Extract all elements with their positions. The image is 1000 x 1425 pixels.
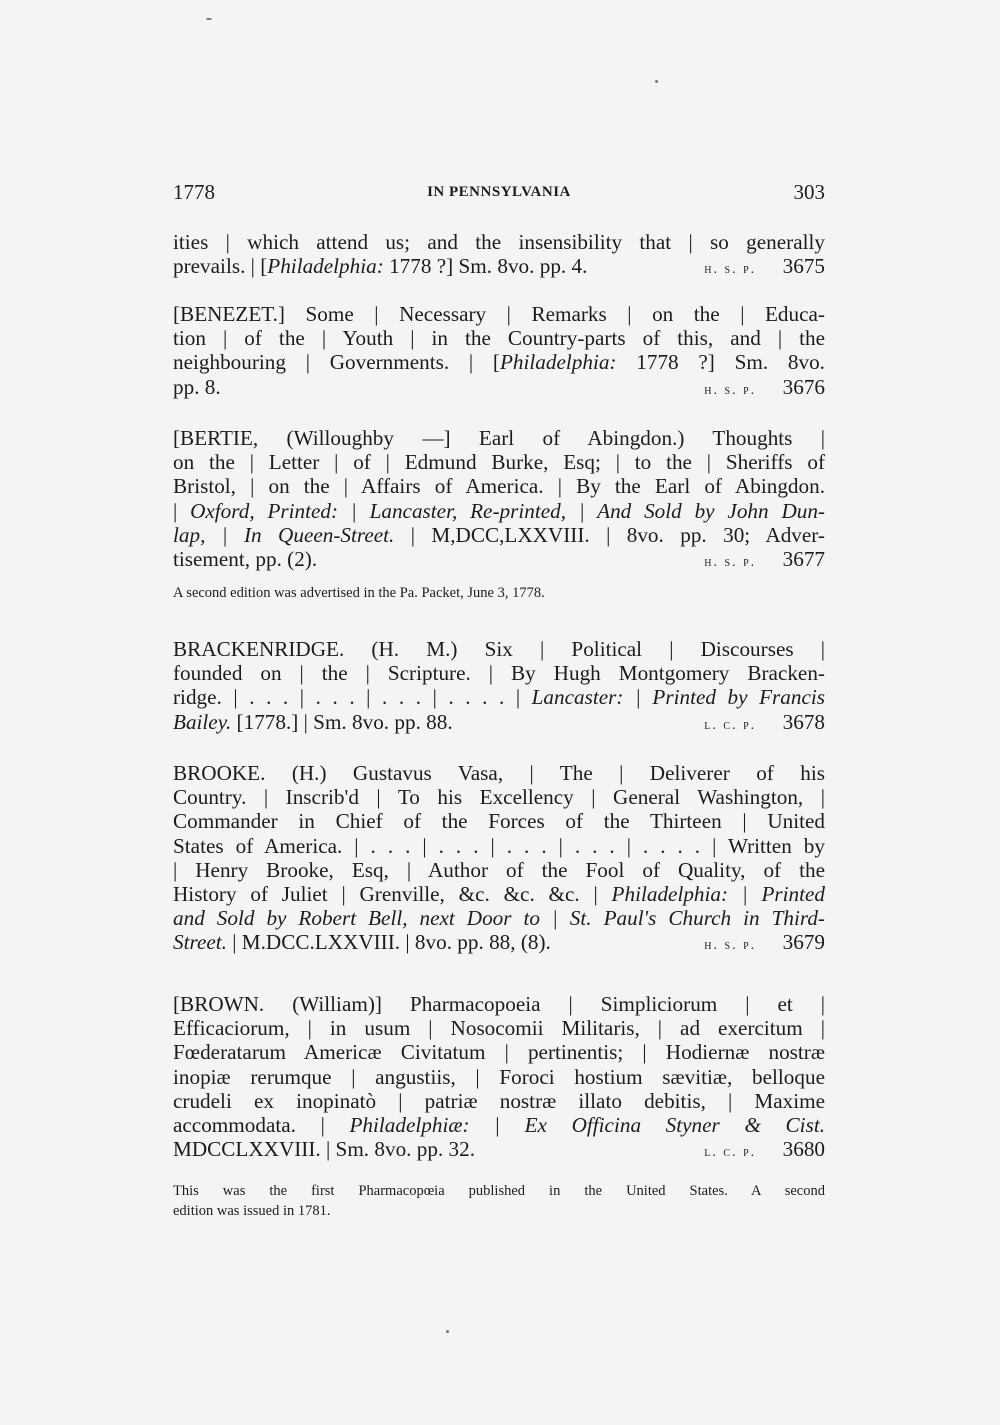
library-code: h. s. p. bbox=[704, 555, 757, 571]
entry-line: BRACKENRIDGE. (H. M.) Six | Political | Discourses | bbox=[173, 637, 825, 661]
entry-number: 3675 bbox=[782, 254, 825, 279]
entry-3679 bbox=[173, 761, 825, 959]
paper-speck bbox=[655, 80, 658, 83]
footnote: A second edition was advertised in the Pa. Packet, June 3, 1778. bbox=[173, 585, 545, 602]
entry-line: [BERTIE, (Willoughby —] Earl of Abingdon.) Thoughts | bbox=[173, 426, 825, 450]
entry-number: 3678 bbox=[782, 709, 825, 734]
entry-line: pp. 8. h. s. p. 3676 bbox=[173, 374, 825, 399]
entry-line: neighbouring | Governments. | [Philadelphia: 1778 ?] Sm. 8vo. bbox=[173, 350, 825, 375]
entry-line: ities | which attend us; and the insensibility that | so generally bbox=[173, 230, 825, 254]
entry-line: Country. | Inscrib'd | To his Excellency | General Washington, | bbox=[173, 785, 825, 810]
footnote: edition was issued in 1781. bbox=[173, 1203, 331, 1220]
entry-line: Bailey. [1778.] | Sm. 8vo. pp. 88. l. c. p. 3678 bbox=[173, 709, 825, 734]
entry-number: 3677 bbox=[782, 547, 825, 572]
library-code: l. c. p. bbox=[704, 1145, 757, 1161]
entry-line: States of America. | . . . | . . . | . . . | . . . | . . . . | Written by bbox=[173, 833, 825, 858]
entry-line: Bristol, | on the | Affairs of America. | By the Earl of Abingdon. bbox=[173, 474, 825, 499]
entry-line: prevails. | [Philadelphia: 1778 ?] Sm. 8vo. pp. 4. h. s. p. 3675 bbox=[173, 254, 825, 279]
library-code: h. s. p. bbox=[704, 938, 757, 954]
library-code: h. s. p. bbox=[704, 262, 757, 278]
footnote: This was the first Pharmacopœia published in the United States. A second bbox=[173, 1183, 825, 1200]
entry-line: lap, | In Queen-Street. | M,DCC,LXXVIII. | 8vo. pp. 30; Adver- bbox=[173, 522, 825, 547]
header-title: IN PENNSYLVANIA bbox=[427, 184, 571, 200]
entry-3675 bbox=[173, 230, 825, 282]
entry-line: inopiæ rerumque | angustiis, | Foroci hostium sævitiæ, belloque bbox=[173, 1064, 825, 1089]
entry-line: History of Juliet | Grenville, &c. &c. &c. | Philadelphia: | Printed bbox=[173, 882, 826, 907]
entry-line: [BROWN. (William)] Pharmacopoeia | Simpliciorum | et | bbox=[173, 992, 825, 1016]
library-code: l. c. p. bbox=[704, 717, 757, 733]
entry-line: founded on | the | Scripture. | By Hugh Montgomery Bracken- bbox=[173, 661, 825, 686]
library-code: h. s. p. bbox=[704, 382, 757, 398]
entry-line: Street. | M.DCC.LXXVIII. | 8vo. pp. 88, (8). h. s. p. 3679 bbox=[173, 930, 825, 955]
entry-line: Commander in Chief of the Forces of the Thirteen | United bbox=[173, 809, 825, 834]
entry-line: ridge. | . . . | . . . | . . . | . . . . | Lancaster: | Printed by Francis bbox=[173, 685, 825, 710]
entry-line: | Henry Brooke, Esq, | Author of the Fool of Quality, of the bbox=[173, 857, 825, 882]
entry-line: [BENEZET.] Some | Necessary | Remarks | on the | Educa- bbox=[173, 302, 825, 326]
entry-line: and Sold by Robert Bell, next Door to | St. Paul's Church in Third- bbox=[173, 906, 825, 931]
header-year: 1778 bbox=[173, 180, 215, 204]
entry-number: 3679 bbox=[782, 930, 825, 955]
entry-line: tisement, pp. (2). h. s. p. 3677 bbox=[173, 547, 825, 572]
paper-speck bbox=[206, 18, 212, 20]
paper-speck bbox=[446, 1330, 449, 1333]
entry-3677 bbox=[173, 426, 825, 603]
page-number: 303 bbox=[793, 180, 825, 204]
entry-line: on the | Letter | of | Edmund Burke, Esq; | to the | Sheriffs of bbox=[173, 450, 825, 475]
running-header bbox=[173, 180, 825, 210]
entry-line: | Oxford, Printed: | Lancaster, Re-printed, | And Sold by John Dun- bbox=[173, 498, 825, 523]
entry-number: 3680 bbox=[782, 1137, 825, 1162]
entry-line: BROOKE. (H.) Gustavus Vasa, | The | Deliverer of his bbox=[173, 761, 825, 785]
entry-line: crudeli ex inopinatò | patriæ nostræ illato debitis, | Maxime bbox=[173, 1088, 825, 1113]
entry-3678 bbox=[173, 637, 825, 738]
entry-number: 3676 bbox=[782, 374, 825, 399]
entry-line: accommodata. | Philadelphiæ: | Ex Officina Styner & Cist. bbox=[173, 1113, 826, 1138]
entry-line: Efficaciorum, | in usum | Nosocomii Militaris, | ad exercitum | bbox=[173, 1016, 825, 1041]
entry-3676 bbox=[173, 302, 825, 403]
entry-line: tion | of the | Youth | in the Country-parts of this, and | the bbox=[173, 326, 825, 351]
entry-line: MDCCLXXVIII. | Sm. 8vo. pp. 32. l. c. p. 3680 bbox=[173, 1137, 825, 1162]
entry-line: Fœderatarum Americæ Civitatum | pertinentis; | Hodiernæ nostræ bbox=[173, 1040, 825, 1065]
entry-3680 bbox=[173, 992, 825, 1221]
